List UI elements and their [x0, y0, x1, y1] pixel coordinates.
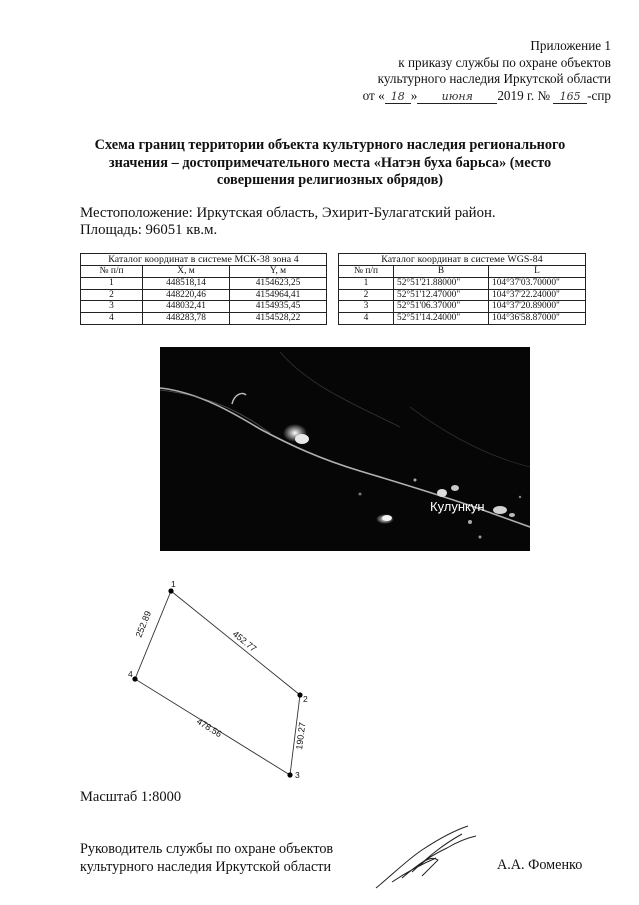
- table-cell: 2: [339, 289, 394, 301]
- order-number: 165: [553, 90, 587, 104]
- table-cell: 52°51'14.24000": [394, 313, 489, 325]
- signatory-title-line-1: Руководитель службы по охране объектов: [80, 841, 334, 857]
- table-cell: 2: [81, 289, 143, 301]
- table-row: [81, 289, 327, 301]
- catalog-wgs-table: [338, 253, 586, 325]
- point-1-label: 1: [171, 579, 176, 589]
- appendix-date-number-line: [363, 88, 611, 105]
- table-header-cell: № п/п: [81, 266, 143, 278]
- document-title-line-2: значения – достопримечательного места «Натэн буха барьса» (место: [108, 154, 552, 171]
- table-cell: 4154935,45: [230, 301, 327, 313]
- table-cell: 4154623,25: [230, 277, 327, 289]
- boundary-plan: [110, 572, 330, 782]
- table-header-cell: X, м: [143, 266, 230, 278]
- table-cell: 52°51'12.47000": [394, 289, 489, 301]
- catalog-msk-table-wrap: [80, 253, 327, 325]
- point-1-marker: [168, 588, 173, 593]
- table-cell: 448220,46: [143, 289, 230, 301]
- date-quote-close: »: [410, 87, 418, 103]
- location-text: Местоположение: Иркутская область, Эхирит-Булагатский район.: [80, 205, 496, 221]
- table-cell: 104°37'22.24000": [489, 289, 586, 301]
- point-3-label: 3: [295, 770, 300, 780]
- table-header-cell: № п/п: [339, 266, 394, 278]
- map-scale: Масштаб 1:8000: [80, 789, 182, 805]
- table-header-cell: L: [489, 266, 586, 278]
- table-cell: 1: [339, 277, 394, 289]
- appendix-order-line: к приказу службы по охране объектов: [398, 54, 611, 70]
- side-1-2-length: 452.77: [230, 628, 259, 654]
- point-3-marker: [287, 772, 292, 777]
- date-month: июня: [417, 90, 497, 104]
- table-row: [339, 313, 586, 325]
- table-cell: 4154964,41: [230, 289, 327, 301]
- table-header-cell: B: [394, 266, 489, 278]
- table-cell: 52°51'21.88000": [394, 277, 489, 289]
- order-suffix: -спр: [587, 87, 611, 103]
- appendix-title: Приложение 1: [530, 38, 611, 53]
- table-cell: 52°51'06.37000": [394, 301, 489, 313]
- appendix-agency-line: культурного наследия Иркутской области: [377, 71, 611, 86]
- table-row: [339, 277, 586, 289]
- signatory-title-line-2: культурного наследия Иркутской области: [80, 859, 332, 875]
- table-cell: 3: [339, 301, 394, 313]
- document-title-line-3: совершения религиозных обрядов): [216, 172, 444, 188]
- point-4-marker: [132, 676, 137, 681]
- point-2-marker: [297, 692, 302, 697]
- table-row: [81, 313, 327, 325]
- table-cell: 104°36'58.87000": [489, 313, 586, 325]
- table-cell: 3: [81, 301, 143, 313]
- table-cell: 448032,41: [143, 301, 230, 313]
- document-title-line-1: Схема границ территории объекта культурного наследия регионального: [94, 137, 566, 153]
- table-cell: 4154528,22: [230, 313, 327, 325]
- table-cell: 4: [339, 313, 394, 325]
- satellite-photo: [160, 347, 530, 551]
- table-header-cell: Y, м: [230, 266, 327, 278]
- catalog-wgs-table-wrap: [338, 253, 586, 325]
- table-cell: 1: [81, 277, 143, 289]
- point-4-label: 4: [128, 669, 133, 679]
- date-day: 18: [385, 90, 411, 104]
- date-prefix: от «: [362, 87, 385, 103]
- catalog-wgs-caption: Каталог координат в системе WGS-84: [338, 253, 586, 265]
- settlement-label: Кулункун: [430, 499, 485, 514]
- table-cell: 104°37'03.70000": [489, 277, 586, 289]
- side-4-1-length: 252.89: [133, 609, 154, 639]
- table-cell: 4: [81, 313, 143, 325]
- signatory-name: А.А. Фоменко: [497, 857, 583, 873]
- satellite-photo-graphic: [160, 347, 530, 551]
- catalog-msk-table: [80, 253, 327, 325]
- table-header-row: [81, 266, 327, 278]
- date-year: 2019 г. №: [497, 87, 551, 103]
- table-row: [81, 277, 327, 289]
- table-header-row: [339, 266, 586, 278]
- table-cell: 448518,14: [143, 277, 230, 289]
- table-cell: 104°37'20.89000": [489, 301, 586, 313]
- table-row: [339, 289, 586, 301]
- point-2-label: 2: [303, 694, 308, 704]
- area-text: Площадь: 96051 кв.м.: [80, 222, 218, 238]
- handwritten-signature: [372, 820, 482, 892]
- side-2-3-length: 190.27: [294, 721, 308, 751]
- boundary-plan-graphic: [110, 572, 330, 782]
- table-row: [339, 301, 586, 313]
- side-3-4-length: 478.56: [194, 716, 224, 740]
- table-cell: 448283,78: [143, 313, 230, 325]
- table-row: [81, 301, 327, 313]
- catalog-msk-caption: Каталог координат в системе МСК-38 зона 4: [80, 253, 327, 265]
